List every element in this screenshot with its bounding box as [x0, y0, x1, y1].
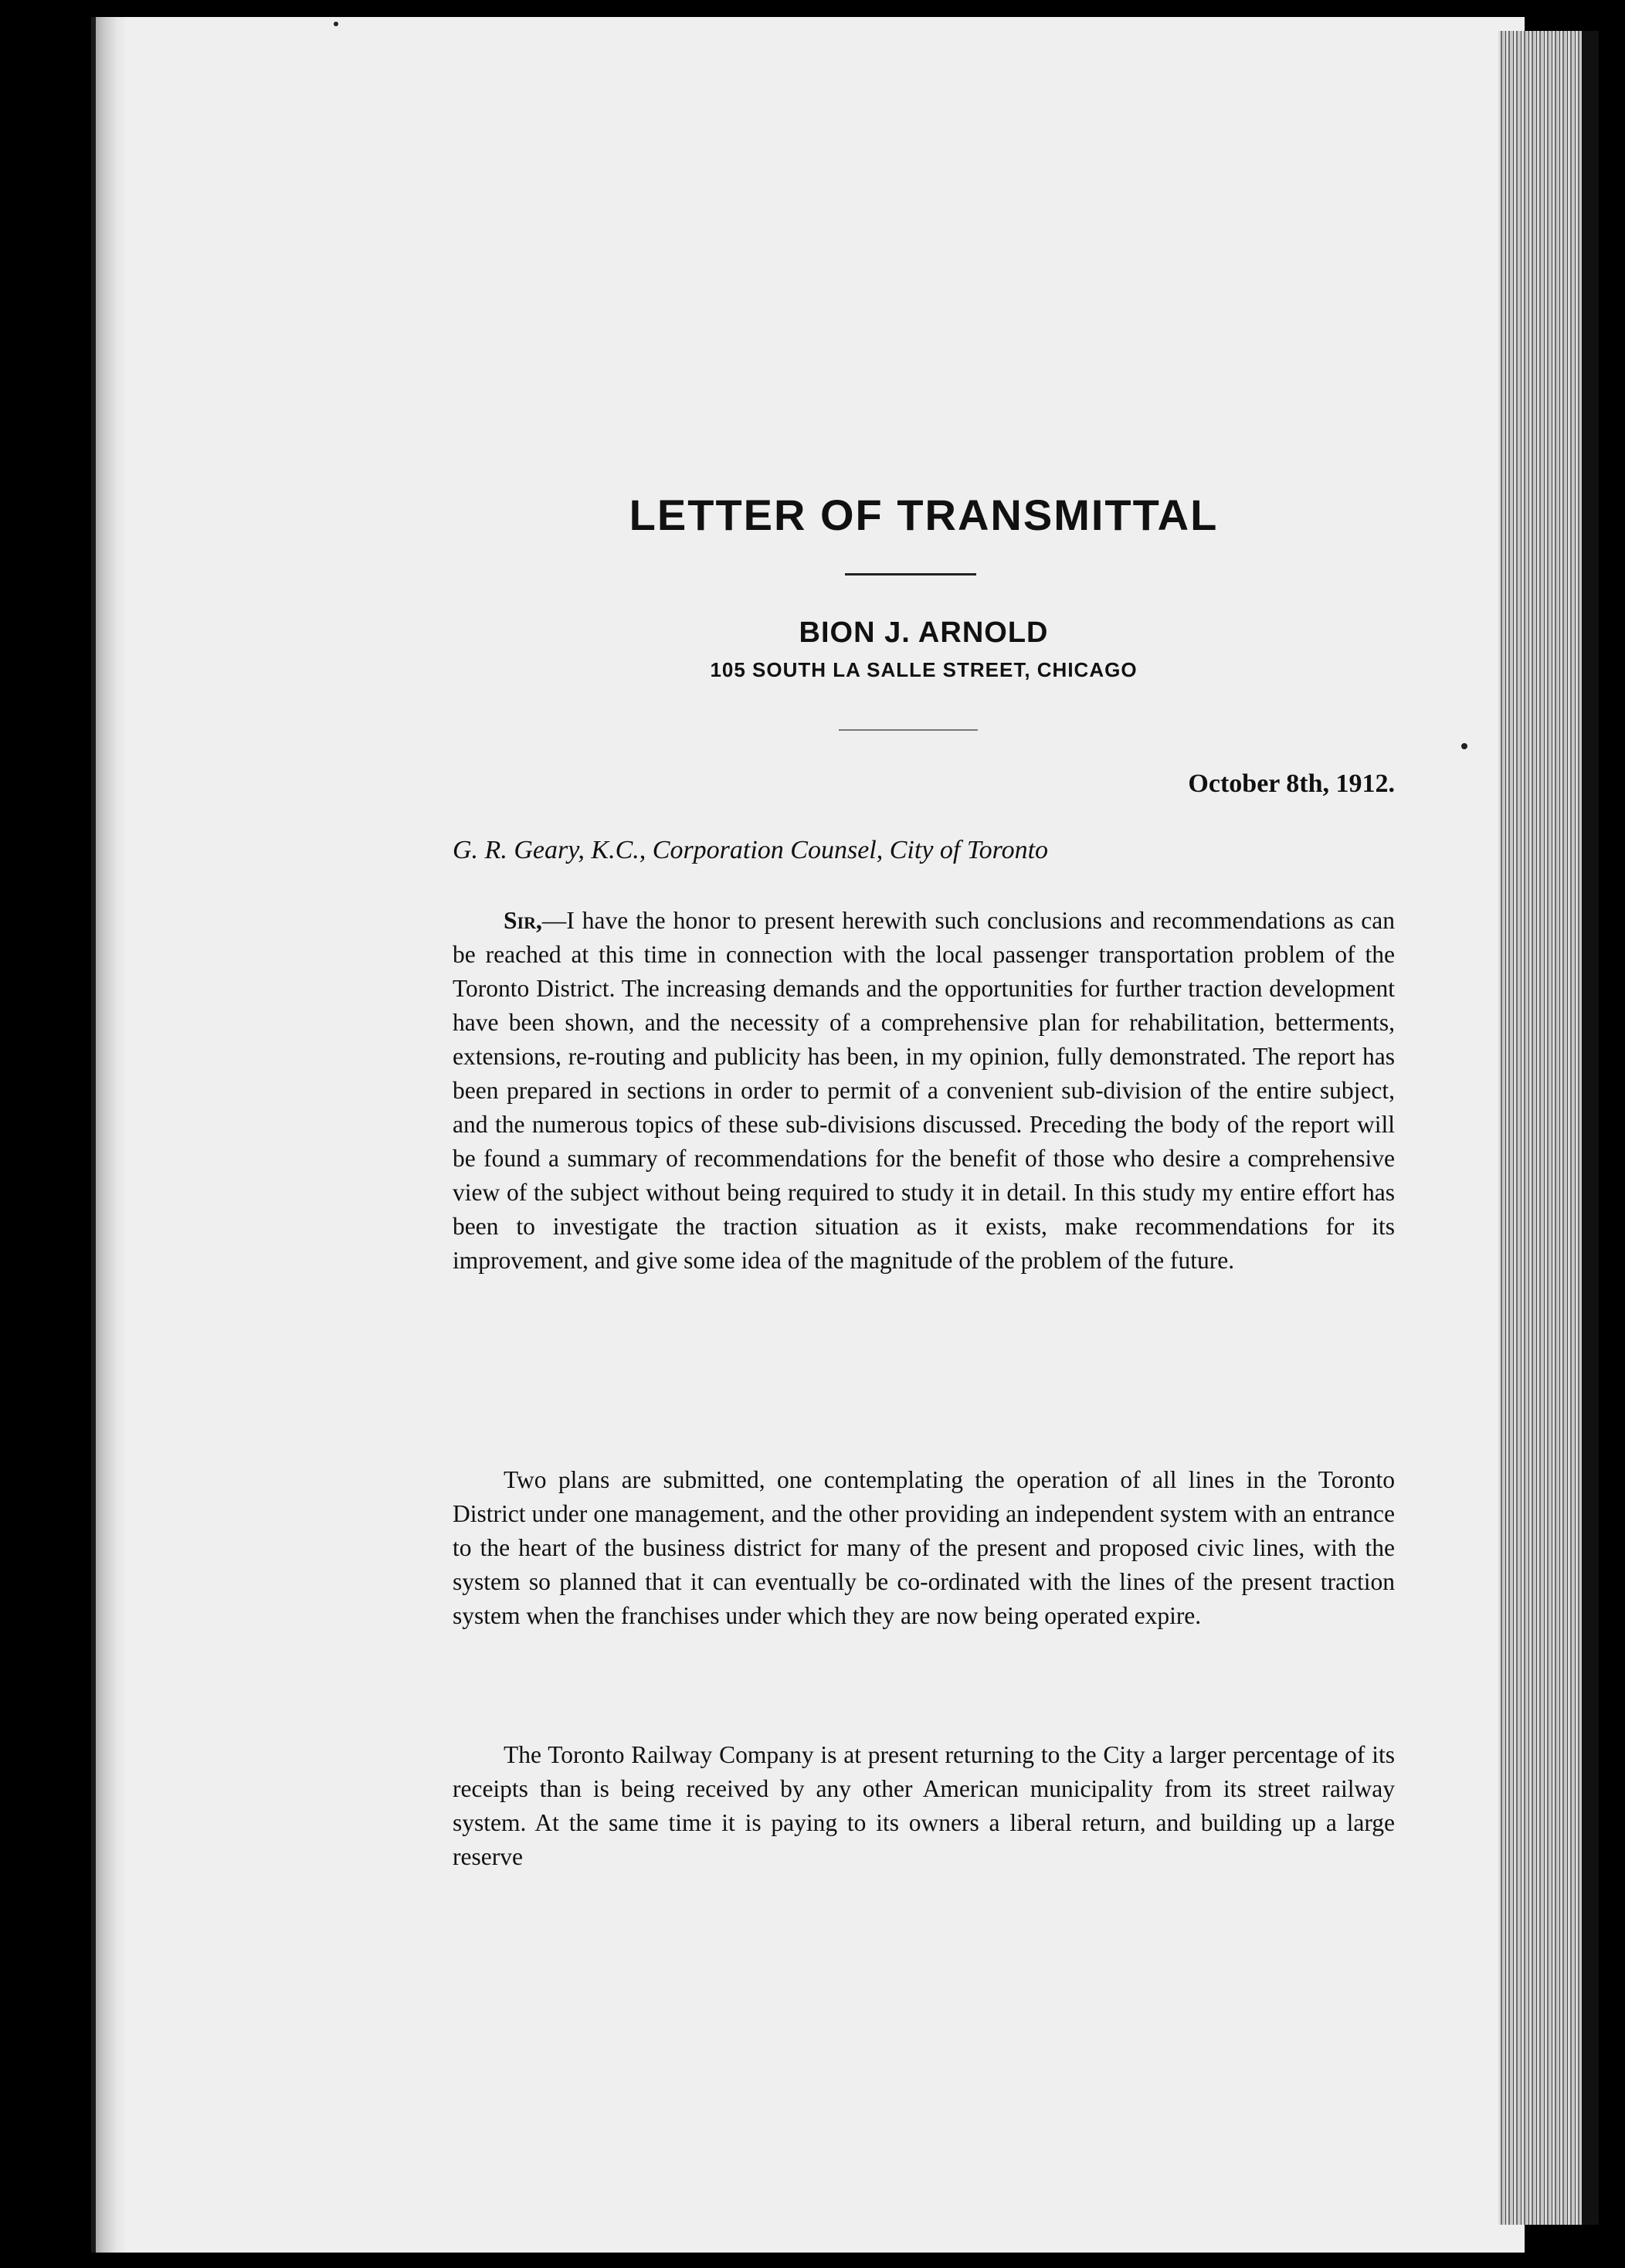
paragraph-1-text: —I have the honor to present herewith such conclusions and recommendations as can be reached at this time in connection with the local passenger transportation problem of the Toronto District. The increasing demands and the opportunities for further traction development have been shown, and the necessity of a comprehensive plan for rehabilitation, betterments, extensions, re-routing and publicity has been, in my opinion, fully demonstrated. The report has been prepared in sections in order to permit of a convenient sub-division of the entire subject, and the numerous topics of these sub-divisions discussed. Preceding the body of the report will be found a summary of recommendations for the benefit of those who desire a comprehensive view of the subject without being required to study it in detail. In this study my entire effort has been to investigate the traction situation as it exists, make recommendations for its improvement, and give some idea of the magnitude of the problem of the future. — [453, 907, 1395, 1274]
scan-speck — [334, 22, 338, 26]
title-rule — [845, 573, 976, 575]
addressee-line: G. R. Geary, K.C., Corporation Counsel, City of Toronto — [453, 836, 1049, 864]
paragraph-3: The Toronto Railway Company is at present returning to the City a larger percentage of its receipts than is being received by any other American municipality from its street railway system. At the same time it is paying to its owners a liberal return, and building up a large reserve — [453, 1741, 1395, 1870]
paragraph-2: Two plans are submitted, one contemplating the operation of all lines in the Toronto District under one management, and the other providing an independent system with an entrance to the heart of the business district for many of the present and proposed civic lines, with the system so planned that it can eventually be co-ordinated with the lines of the present traction system when the franchises under which they are now being operated expire. — [453, 1466, 1395, 1629]
letter-date: October 8th, 1912. — [1188, 769, 1395, 798]
left-page-edge — [91, 17, 128, 2253]
right-page-edges — [1498, 31, 1599, 2225]
paragraph-1 — [453, 904, 1395, 1278]
address-rule — [839, 729, 978, 731]
author-name: BION J. ARNOLD — [799, 616, 1049, 649]
author-address: 105 SOUTH LA SALLE STREET, CHICAGO — [710, 658, 1138, 681]
document-title: LETTER OF TRANSMITTAL — [629, 491, 1219, 539]
scan-speck — [1461, 743, 1467, 749]
salutation: Sir, — [504, 907, 542, 934]
document-page — [128, 17, 1525, 2253]
